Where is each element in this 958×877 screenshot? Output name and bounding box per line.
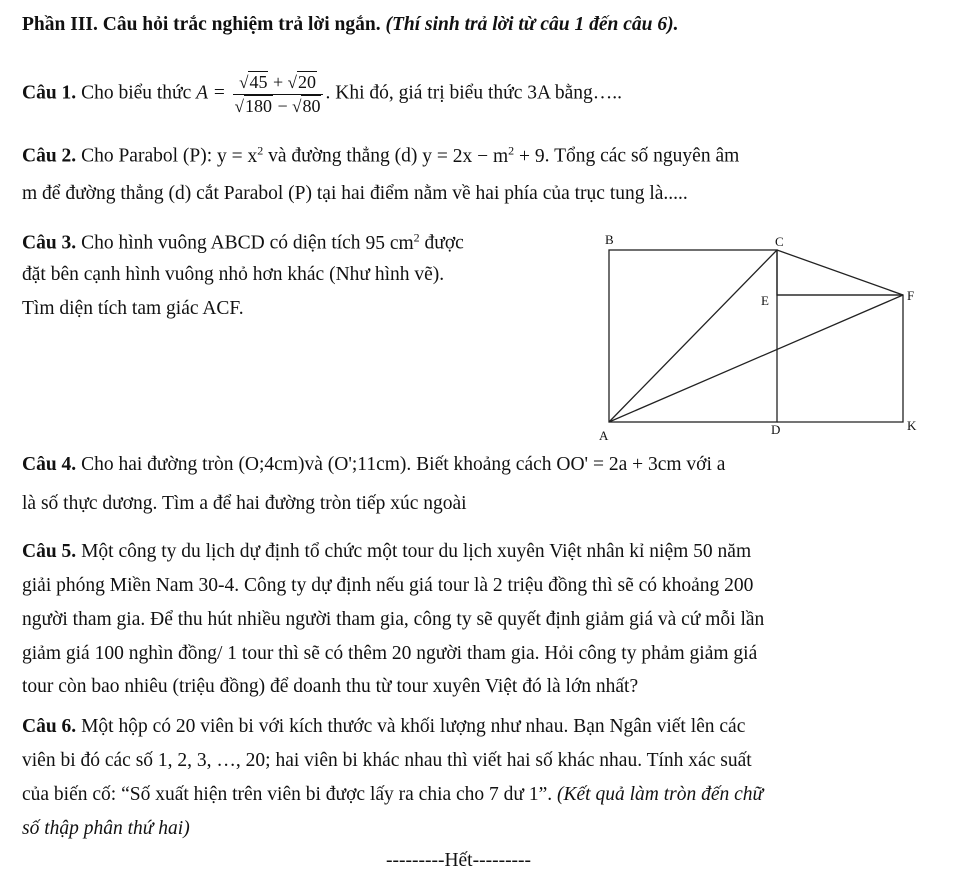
q1-fraction: $\frac{√45 + √20}{√180 - √80}$ [233, 72, 324, 116]
label-c: C [775, 234, 784, 249]
q6-label: Câu 6. [22, 716, 77, 737]
label-a: A [599, 428, 609, 443]
label-e: E [761, 293, 769, 308]
question-6-line-1: Câu 6. Một hộp có 20 viên bi với kích thước và khối lượng như nhau. Bạn Ngân viết lên các [22, 716, 746, 737]
q1-den-a: 180 [244, 95, 272, 116]
segment-cf [777, 250, 903, 295]
question-5-line-2: giải phóng Miền Nam 30-4. Công ty dự định nếu giá tour là 2 triệu đồng thì sẽ có khoảng 200 [22, 575, 754, 596]
question-2-line-1: Câu 2. Cho Parabol (P): $y = x^2$ và đường thẳng (d) $y = 2x - m^2 + 9$. Tổng các số nguyên âm [22, 143, 740, 167]
q4-distance: OO' = 2a + 3 [556, 454, 658, 475]
q6-note: (Kết quả làm tròn đến chữ [557, 784, 764, 805]
q1-text-before: Cho biểu thức [81, 82, 192, 104]
q4-circle-2: (O';11cm) [327, 454, 407, 475]
q1-den-b: 80 [302, 95, 321, 116]
q2-line-equation: $y = 2x - m^2 + 9$ [422, 143, 545, 167]
q2-parabola: $y = x^2$ [217, 143, 264, 167]
question-3-line-1: Câu 3. Cho hình vuông ABCD có diện tích 95 $cm^2$ được [22, 230, 464, 254]
question-5-line-5: tour còn bao nhiêu (triệu đồng) để doanh thu từ tour xuyên Việt đó là lớn nhất? [22, 676, 639, 697]
question-5-line-1: Câu 5. Một công ty du lịch dự định tổ chức một tour du lịch xuyên Việt nhân kỉ niệm 50 năm [22, 541, 752, 562]
label-b: B [605, 232, 614, 247]
q2-label: Câu 2. [22, 145, 77, 167]
question-3-line-3: Tìm diện tích tam giác ACF. [22, 298, 244, 319]
question-1 [22, 72, 622, 116]
geometry-figure [585, 228, 925, 450]
question-6-line-2: viên bi đó các số 1, 2, 3, …, 20; hai viên bi khác nhau thì viết hai số khác nhau. Tính xác suất [22, 750, 752, 771]
q1-num-b: 20 [297, 72, 316, 92]
section-title-italic: (Thí sinh trả lời từ câu 1 đến câu 6). [385, 14, 679, 35]
q3-label: Câu 3. [22, 232, 77, 254]
question-5-line-4: giảm giá 100 nghìn đồng/ 1 tour thì sẽ có thêm 20 người tham gia. Hỏi công ty phảm giảm giá [22, 643, 758, 664]
label-d: D [771, 422, 781, 437]
q1-num-a: 45 [249, 72, 268, 92]
question-2-line-2: m để đường thẳng (d) cắt Parabol (P) tại hai điểm nằm về hai phía của trục tung là..... [22, 183, 688, 204]
q1-var: A = [196, 82, 226, 104]
q1-label: Câu 1. [22, 82, 77, 104]
q4-circle-1: (O;4cm) [238, 454, 305, 475]
q4-label: Câu 4. [22, 454, 77, 475]
label-k: K [907, 418, 917, 433]
q3-area: 95 $cm^2$ [365, 230, 420, 254]
question-6-line-4: số thập phân thứ hai) [22, 818, 190, 839]
segment-af [609, 295, 903, 422]
q5-label: Câu 5. [22, 541, 77, 562]
section-title-bold: Phần III. Câu hỏi trắc nghiệm trả lời ngắn. [22, 14, 381, 35]
question-5-line-3: người tham gia. Để thu hút nhiều người tham gia, công ty sẽ quyết định giảm giá và cứ mỗi lần [22, 609, 765, 630]
question-3-line-2: đặt bên cạnh hình vuông nhỏ hơn khác (Như hình vẽ). [22, 264, 445, 285]
q1-text-after: . Khi đó, giá trị biểu thức 3A bằng….. [325, 82, 623, 104]
question-4-line-2: là số thực dương. Tìm a để hai đường tròn tiếp xúc ngoài [22, 493, 467, 514]
question-6-line-3: của biến cố: “Số xuất hiện trên viên bi được lấy ra chia cho 7 dư 1”. (Kết quả làm tròn đến chữ [22, 784, 764, 805]
question-4-line-1: Câu 4. Cho hai đường tròn (O;4cm)và (O';11cm). Biết khoảng cách OO' = 2a + 3cm với a [22, 454, 726, 475]
small-square-outline [777, 250, 903, 422]
label-f: F [907, 288, 915, 303]
end-marker: ---------Hết--------- [386, 850, 532, 871]
section-title [22, 14, 678, 36]
diagonal-ac [609, 250, 777, 422]
